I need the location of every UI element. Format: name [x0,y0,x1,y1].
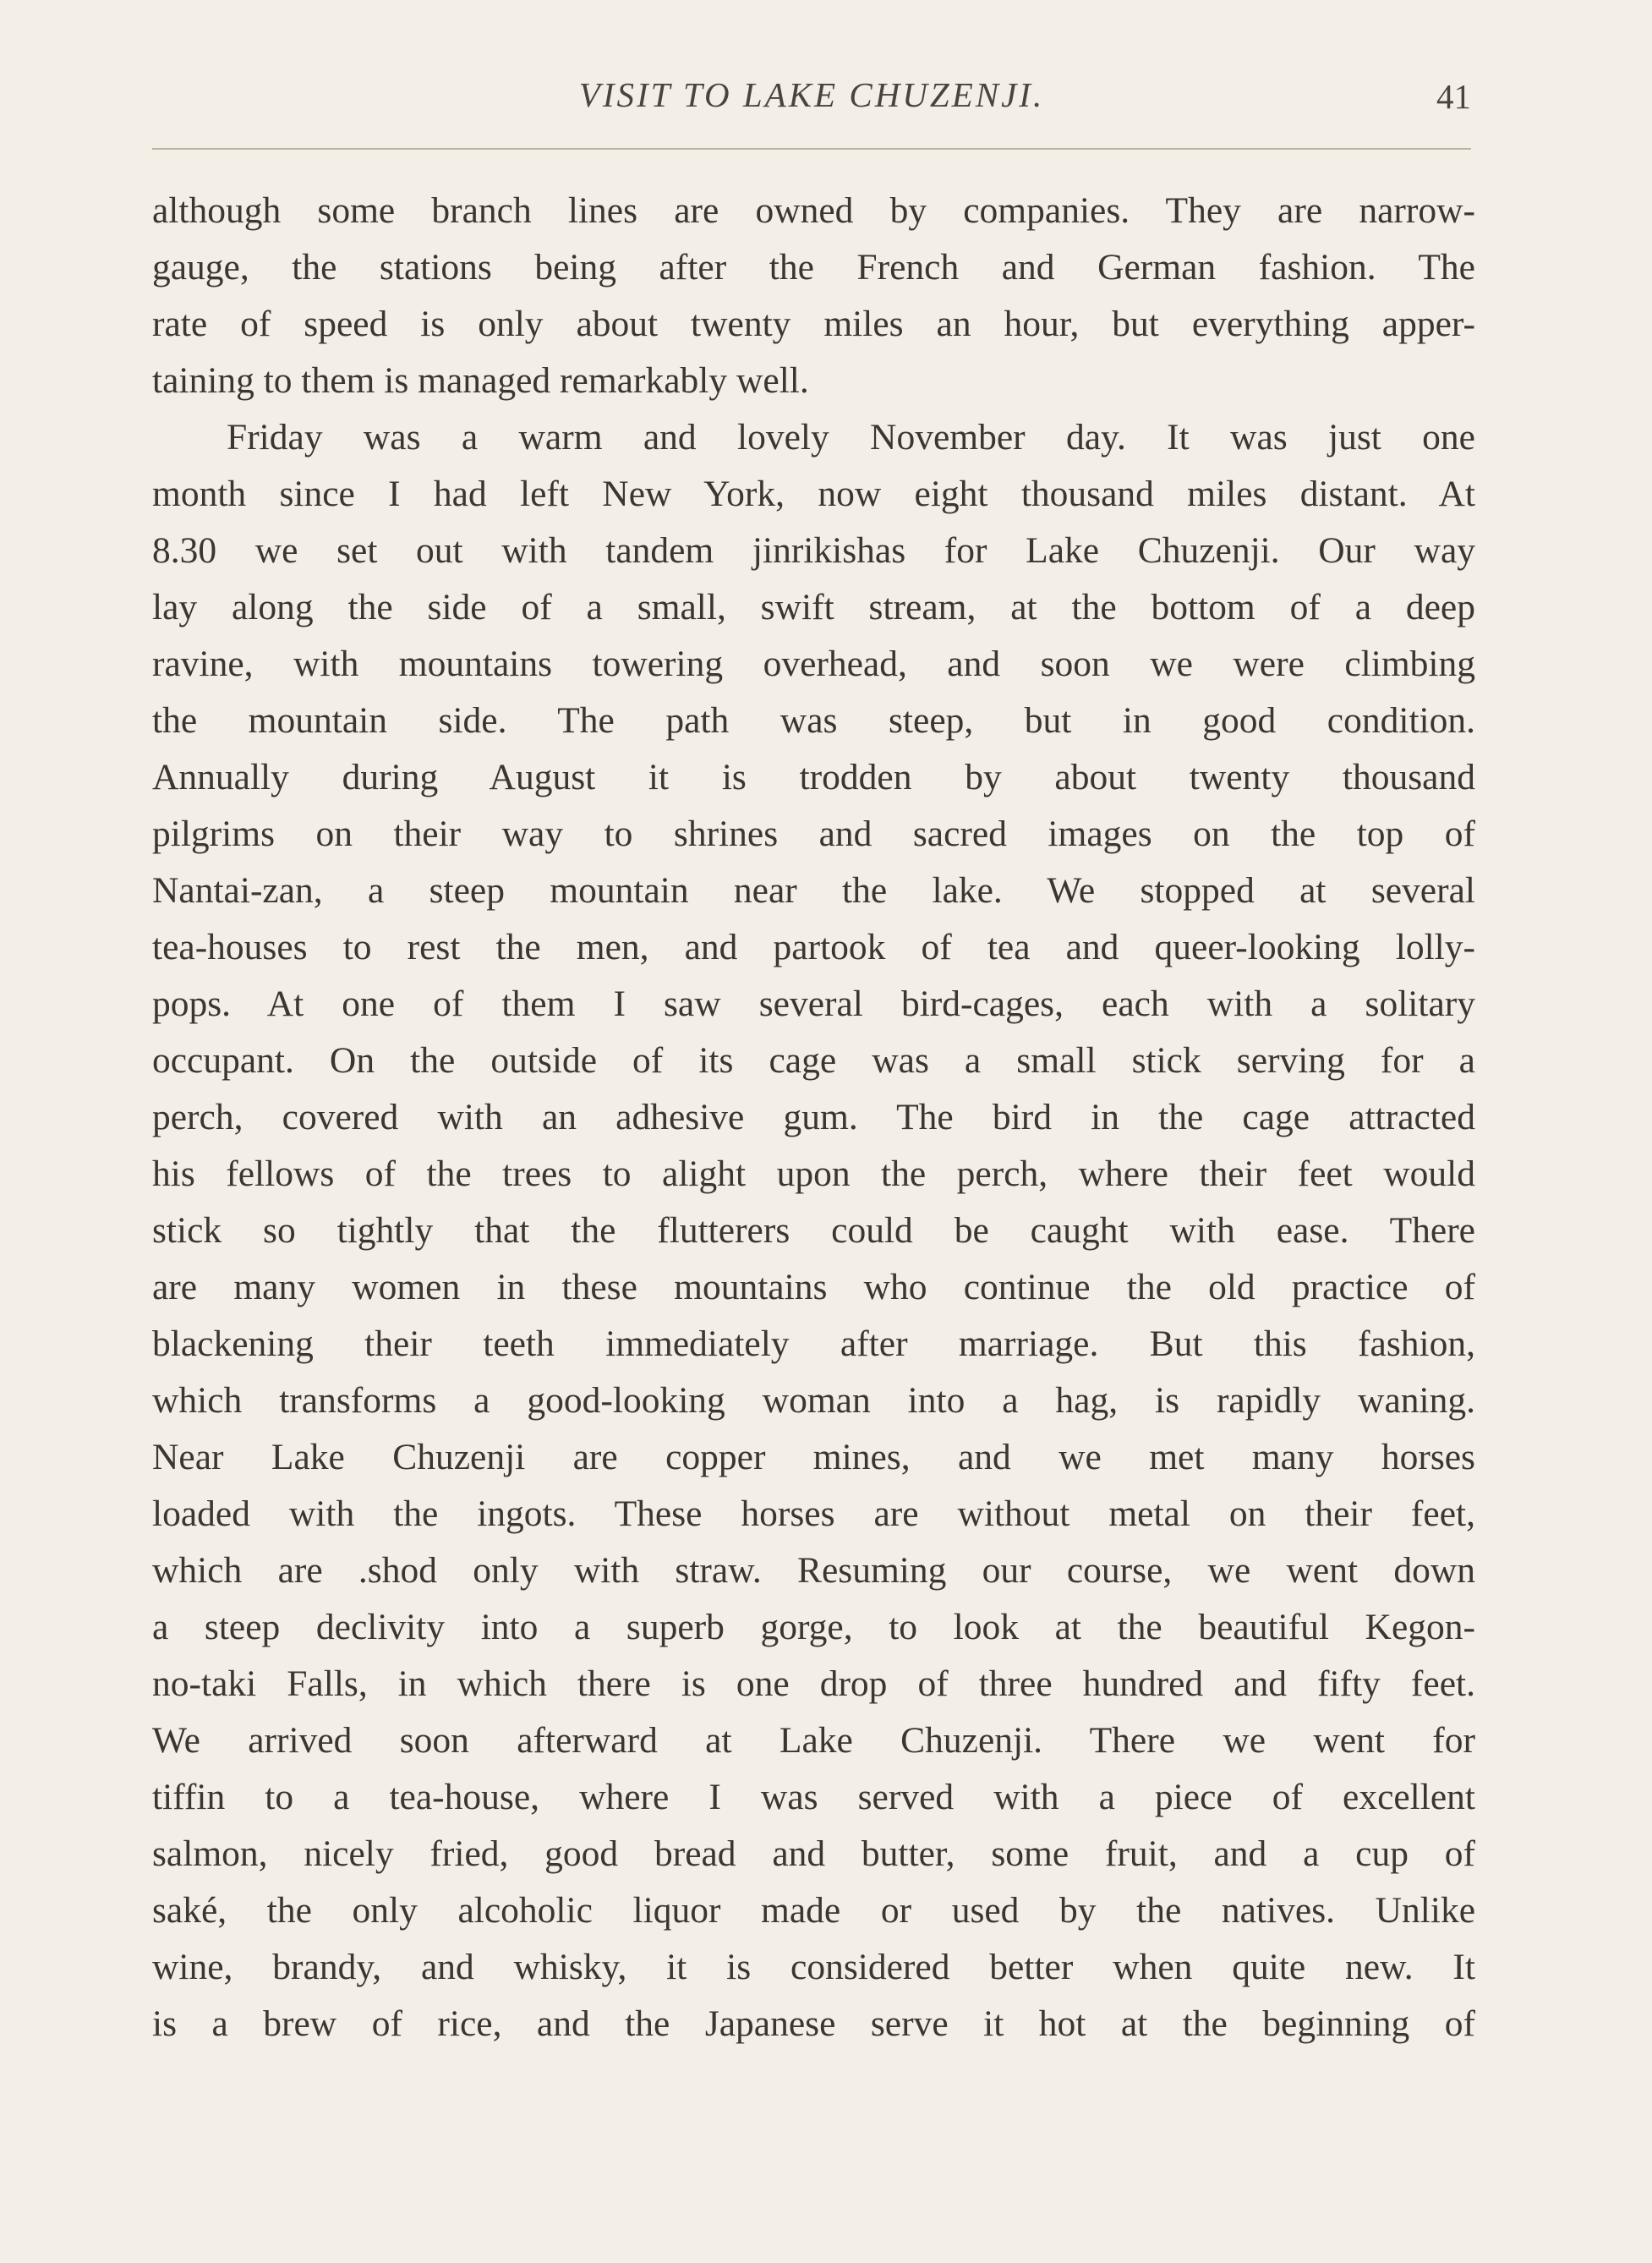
text-line: Near Lake Chuzenji are copper mines, and we met many horses [152,1437,1475,1477]
text-line: 8.30 we set out with tandem jinrikishas for Lake Chuzenji. Our way [152,530,1475,571]
text-line: perch, covered with an adhesive gum. The bird in the cage attracted [152,1097,1475,1137]
text-line: pops. At one of them I saw several bird-cages, each with a solitary [152,984,1475,1024]
text-line: wine, brandy, and whisky, it is considered better when quite new. It [152,1947,1475,1987]
text-line: are many women in these mountains who continue the old practice of [152,1267,1475,1307]
text-line: which transforms a good-looking woman into a hag, is rapidly waning. [152,1380,1475,1421]
text-line: ravine, with mountains towering overhead, and soon we were climbing [152,644,1475,684]
header-rule [152,148,1471,150]
text-line: month since I had left New York, now eight thousand miles distant. At [152,474,1475,514]
text-line: lay along the side of a small, swift stream, at the bottom of a deep [152,587,1475,627]
text-line: Nantai-zan, a steep mountain near the lake. We stopped at several [152,870,1475,911]
text-line: the mountain side. The path was steep, but in good condition. [152,700,1475,741]
running-title: VISIT TO LAKE CHUZENJI. [578,75,1045,114]
text-line: We arrived soon afterward at Lake Chuzenji. There we went for [152,1720,1475,1761]
paragraph-2 [152,409,1475,2052]
text-line: Friday was a warm and lovely November day. It was just one [227,417,1475,458]
text-line: occupant. On the outside of its cage was a small stick serving for a [152,1040,1475,1081]
text-line: gauge, the stations being after the French and German fashion. The [152,247,1475,288]
text-line: no-taki Falls, in which there is one drop of three hundred and fifty feet. [152,1663,1475,1704]
text-line: is a brew of rice, and the Japanese serve it hot at the beginning of [152,2003,1475,2044]
text-line: taining to them is managed remarkably well. [152,360,809,401]
text-line: tiffin to a tea-house, where I was served with a piece of excellent [152,1777,1475,1817]
text-line: loaded with the ingots. These horses are without metal on their feet, [152,1493,1475,1534]
text-line: although some branch lines are owned by companies. They are narrow- [152,190,1475,231]
text-line: Annually during August it is trodden by about twenty thousand [152,757,1475,797]
text-line: stick so tightly that the flutterers could be caught with ease. There [152,1210,1475,1251]
running-head [152,74,1471,125]
text-line: pilgrims on their way to shrines and sacred images on the top of [152,814,1475,854]
text-line: blackening their teeth immediately after marriage. But this fashion, [152,1323,1475,1364]
text-line: tea-houses to rest the men, and partook of tea and queer-looking lolly- [152,927,1475,967]
page-number: 41 [1436,77,1471,116]
text-line: salmon, nicely fried, good bread and butter, some fruit, and a cup of [152,1833,1475,1874]
text-line: a steep declivity into a superb gorge, to look at the beautiful Kegon- [152,1607,1475,1647]
text-line: rate of speed is only about twenty miles an hour, but everything apper- [152,304,1475,344]
text-line: which are .shod only with straw. Resuming our course, we went down [152,1550,1475,1591]
text-line: his fellows of the trees to alight upon the perch, where their feet would [152,1153,1475,1194]
text-line: saké, the only alcoholic liquor made or used by the natives. Unlike [152,1890,1475,1931]
body-text [152,183,1475,2052]
paragraph-1 [152,183,1475,409]
